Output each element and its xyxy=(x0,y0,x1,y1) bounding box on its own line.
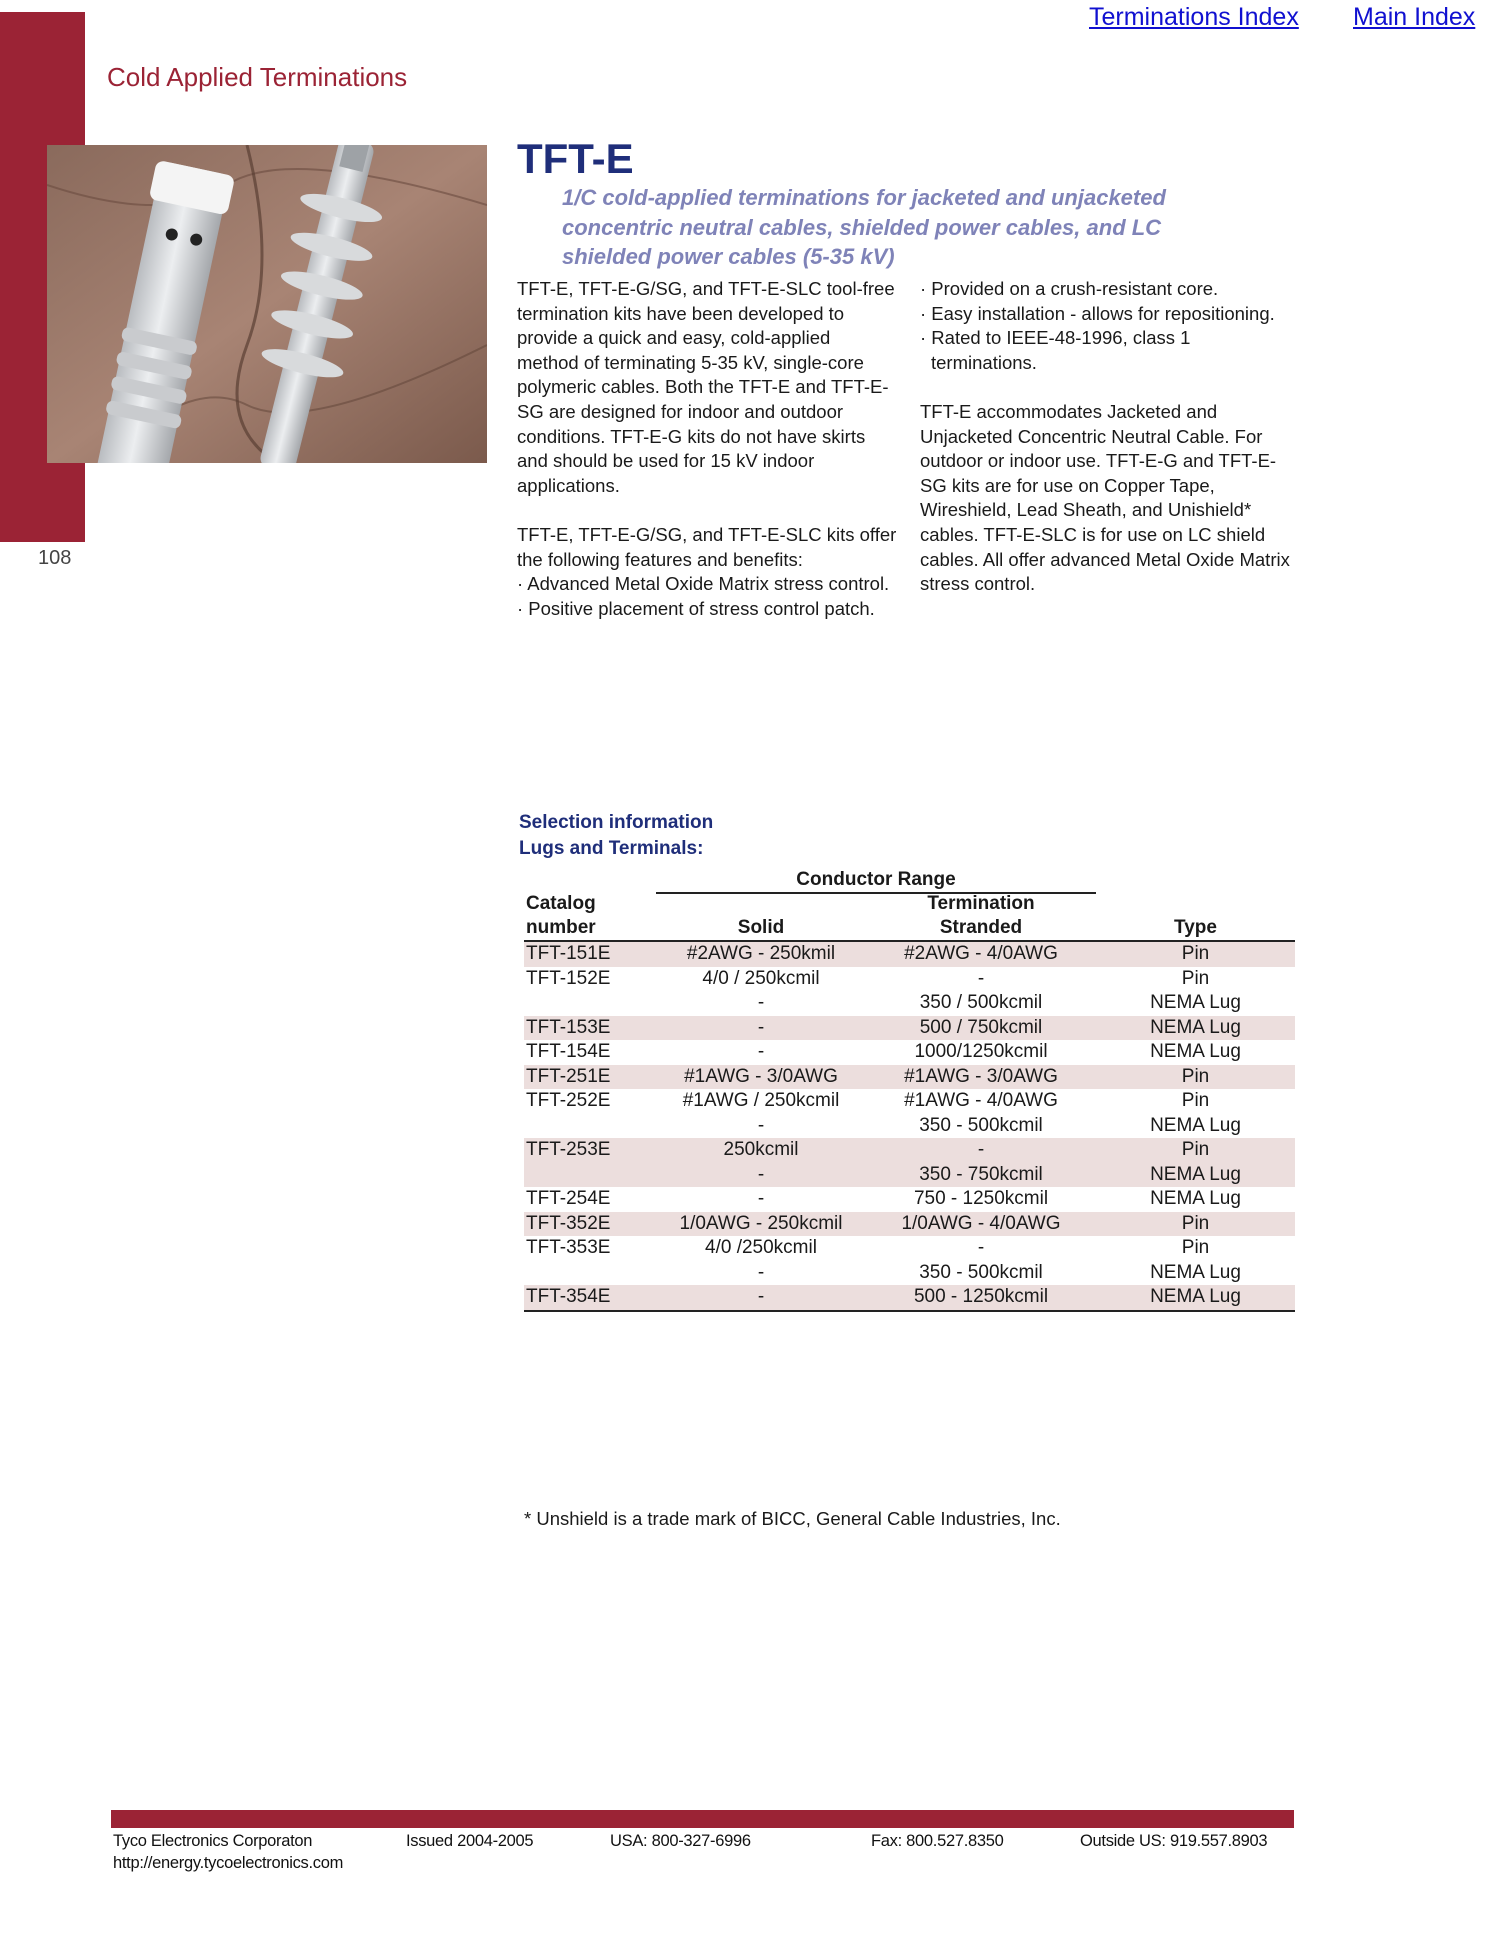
stranded-range-cell: - xyxy=(977,1237,985,1258)
stranded-range-cell: 500 - 1250kcmil xyxy=(913,1286,1049,1307)
type-cell: NEMA Lug xyxy=(1150,1188,1241,1209)
type-cell: Pin xyxy=(1181,1212,1210,1234)
intro-paragraph: TFT-E, TFT-E-G/SG, and TFT-E-SLC tool-free termination kits have been developed to provide a quick and easy, cold-applied method of terminating 5-35 kV, single-core polymeric cables. Both the TFT-E and TFT-E-SG are designed for indoor and outdoor conditions. TFT-E-G kits do not have skirts and should be used for 15 kV indoor applications. xyxy=(517,278,895,496)
solid-range-cell: 250kcmil xyxy=(723,1139,799,1160)
stranded-range-cell: - xyxy=(977,1139,985,1160)
catalog-number-cell: TFT-254E xyxy=(526,1188,611,1209)
catalog-number-cell: TFT-352E xyxy=(526,1212,611,1234)
stranded-range-cell: - xyxy=(977,967,985,989)
solid-range-cell: - xyxy=(757,1163,765,1185)
description-column-2 xyxy=(920,277,1300,597)
page-number: 108 xyxy=(38,547,72,569)
solid-range-cell: - xyxy=(757,992,765,1013)
solid-range-cell: - xyxy=(757,1261,765,1283)
description-column-1 xyxy=(517,277,897,621)
feature-bullet: · Provided on a crush-resistant core. xyxy=(920,278,1219,299)
type-cell: NEMA Lug xyxy=(1150,1016,1241,1038)
stranded-range-cell: 350 / 500kcmil xyxy=(919,992,1043,1013)
table-body xyxy=(524,940,1295,1312)
selection-subtitle: Lugs and Terminals: xyxy=(519,838,704,859)
solid-range-cell: 4/0 / 250kcmil xyxy=(702,967,820,989)
solid-range-cell: - xyxy=(757,1188,765,1209)
termination-illustration xyxy=(47,145,487,463)
catalog-number-cell: TFT-252E xyxy=(526,1090,611,1111)
type-cell: Pin xyxy=(1181,943,1210,964)
type-cell: NEMA Lug xyxy=(1150,1286,1241,1307)
footer-bar xyxy=(111,1810,1294,1828)
table-row xyxy=(524,1089,1295,1114)
solid-range-cell: - xyxy=(757,1286,765,1307)
footnote: * Unshield is a trade mark of BICC, General Cable Industries, Inc. xyxy=(524,1508,1061,1529)
stranded-range-cell: 350 - 500kcmil xyxy=(919,1261,1043,1283)
footer-outside-us: Outside US: 919.557.8903 xyxy=(1080,1832,1268,1850)
main-index-link[interactable]: Main Index xyxy=(1353,3,1476,31)
footer-fax: Fax: 800.527.8350 xyxy=(871,1832,1004,1850)
solid-range-cell: - xyxy=(757,1016,765,1038)
footer-issued: Issued 2004-2005 xyxy=(406,1832,534,1850)
feature-bullet: · Advanced Metal Oxide Matrix stress control. xyxy=(517,573,890,595)
type-header: Type xyxy=(1174,917,1217,938)
feature-bullet: · Rated to IEEE-48-1996, class 1 terminations. xyxy=(920,327,1191,373)
table-row xyxy=(524,1040,1295,1065)
footer-url: http://energy.tycoelectronics.com xyxy=(113,1854,344,1872)
product-title: TFT-E xyxy=(517,135,634,182)
catalog-number-cell xyxy=(524,1114,656,1139)
solid-range-cell: #1AWG / 250kcmil xyxy=(682,1090,840,1111)
catalog-header-line: number xyxy=(526,917,596,938)
feature-bullet: · Easy installation - allows for repositioning. xyxy=(920,302,1275,324)
catalog-header-line: Catalog xyxy=(526,893,596,914)
footer-company: Tyco Electronics Corporaton xyxy=(113,1832,313,1850)
stranded-range-cell: 1000/1250kcmil xyxy=(914,1041,1048,1062)
type-cell: Pin xyxy=(1181,1065,1210,1087)
type-cell: NEMA Lug xyxy=(1150,1041,1241,1062)
subtitle-line: concentric neutral cables, shielded power cables, and LC xyxy=(562,214,1162,240)
solid-range-cell: - xyxy=(757,1114,765,1136)
table-row xyxy=(524,1138,1295,1163)
solid-header: Solid xyxy=(737,917,785,938)
solid-range-cell: #2AWG - 250kmil xyxy=(686,943,836,964)
type-cell: NEMA Lug xyxy=(1150,1261,1241,1283)
catalog-number-cell xyxy=(524,1163,656,1188)
stranded-range-cell: #2AWG - 4/0AWG xyxy=(904,943,1058,964)
table-row xyxy=(524,1163,1295,1188)
catalog-number-cell xyxy=(524,1261,656,1286)
type-cell: Pin xyxy=(1181,967,1210,989)
catalog-header xyxy=(526,892,596,940)
table-row xyxy=(524,1236,1295,1261)
catalog-number-cell: TFT-253E xyxy=(526,1139,611,1160)
terminations-index-link[interactable]: Terminations Index xyxy=(1089,3,1299,31)
type-cell: NEMA Lug xyxy=(1150,992,1241,1013)
stranded-range-cell: 1/0AWG - 4/0AWG xyxy=(901,1212,1061,1234)
stranded-header-line: Termination xyxy=(927,893,1035,914)
table-row xyxy=(524,1187,1295,1212)
catalog-number-cell: TFT-353E xyxy=(526,1237,611,1258)
subtitle-line: shielded power cables (5-35 kV) xyxy=(562,244,895,269)
catalog-number-cell: TFT-154E xyxy=(526,1041,611,1062)
table-row xyxy=(524,1212,1295,1237)
selection-heading xyxy=(519,810,713,862)
stranded-header-line: Stranded xyxy=(939,917,1023,938)
catalog-number-cell: TFT-151E xyxy=(526,943,611,964)
table-row xyxy=(524,967,1295,992)
stranded-header xyxy=(866,892,1096,940)
catalog-number-cell: TFT-152E xyxy=(526,967,611,989)
table-row xyxy=(524,1261,1295,1286)
feature-bullet: · Positive placement of stress control patch. xyxy=(517,597,875,619)
stranded-range-cell: 350 - 750kcmil xyxy=(919,1163,1043,1185)
catalog-number-cell: TFT-354E xyxy=(526,1286,611,1307)
type-cell: Pin xyxy=(1181,1090,1210,1111)
features-intro: TFT-E, TFT-E-G/SG, and TFT-E-SLC kits offer the following features and benefits: xyxy=(517,523,897,570)
table-row xyxy=(524,942,1295,967)
stranded-range-cell: #1AWG - 3/0AWG xyxy=(904,1065,1058,1087)
section-title: Cold Applied Terminations xyxy=(107,62,408,92)
footer-usa-phone: USA: 800-327-6996 xyxy=(610,1832,751,1850)
subtitle-line: 1/C cold-applied terminations for jacketed and unjacketed xyxy=(562,185,1166,210)
catalog-number-cell xyxy=(524,991,656,1016)
table-row xyxy=(524,1114,1295,1139)
solid-range-cell: - xyxy=(757,1041,765,1062)
table-row xyxy=(524,1016,1295,1041)
table-row xyxy=(524,1285,1295,1310)
product-photo xyxy=(47,145,487,463)
catalog-number-cell: TFT-153E xyxy=(526,1016,611,1038)
table-row xyxy=(524,991,1295,1016)
type-cell: Pin xyxy=(1181,1139,1210,1160)
type-cell: NEMA Lug xyxy=(1150,1114,1241,1136)
selection-title: Selection information xyxy=(519,812,714,833)
stranded-range-cell: 350 - 500kcmil xyxy=(919,1114,1043,1136)
table-row xyxy=(524,1065,1295,1090)
stranded-range-cell: 500 / 750kcmil xyxy=(919,1016,1043,1038)
solid-range-cell: 1/0AWG - 250kcmil xyxy=(679,1212,843,1234)
type-cell: Pin xyxy=(1181,1237,1210,1258)
stranded-range-cell: #1AWG - 4/0AWG xyxy=(904,1090,1058,1111)
catalog-number-cell: TFT-251E xyxy=(526,1065,611,1087)
type-cell: NEMA Lug xyxy=(1150,1163,1241,1185)
usage-paragraph: TFT-E accommodates Jacketed and Unjacketed Concentric Neutral Cable. For outdoor or indoor use. TFT-E-G and TFT-E-SG kits are for use on Copper Tape, Wireshield, Lead Sheath, and Unishield* cables. TFT-E-SLC is for use on LC shield cables. All offer advanced Metal Oxide Matrix stress control. xyxy=(920,400,1290,595)
conductor-range-header: Conductor Range xyxy=(656,868,1096,894)
product-subtitle xyxy=(562,183,1262,272)
stranded-range-cell: 750 - 1250kcmil xyxy=(913,1188,1049,1209)
solid-range-cell: #1AWG - 3/0AWG xyxy=(684,1065,838,1087)
solid-range-cell: 4/0 /250kcmil xyxy=(705,1237,817,1258)
